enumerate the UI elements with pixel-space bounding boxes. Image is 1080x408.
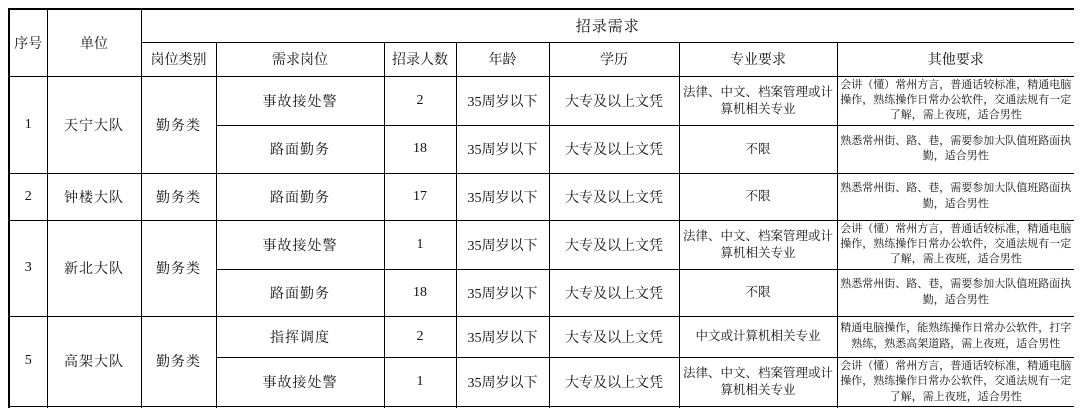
education-cell: 大专及以上文凭 [549,76,679,125]
category-cell: 勤务类 [141,76,216,173]
major-cell: 法律、中文、档案管理或计算机相关专业 [679,76,837,125]
seq-cell: 1 [9,76,47,173]
major-cell: 法律、中文、档案管理或计算机相关专业 [679,357,837,406]
recruitment-table [8,8,1074,408]
post-cell: 事故接处警 [216,357,384,406]
post-cell: 路面勤务 [216,125,384,173]
col-header-major: 专业要求 [679,42,837,76]
other-req-cell: 熟悉常州街、路、巷，需要参加大队值班路面执勤，适合男性 [837,269,1074,316]
age-cell: 35周岁以下 [456,269,549,316]
age-cell: 35周岁以下 [456,316,549,357]
header-row-2 [9,42,1074,76]
education-cell: 大专及以上文凭 [549,220,679,269]
other-req-cell: 精通电脑操作，能熟练操作日常办公软件，打字熟练，熟悉高架道路，需上夜班，适合男性 [837,316,1074,357]
header-row-1 [9,9,1074,42]
other-req-cell: 熟悉常州街、路、巷，需要参加大队值班路面执勤，适合男性 [837,125,1074,173]
other-req-cell: 会讲（懂）常州方言，普通话较标准，精通电脑操作，熟练操作日常办公软件，交通法规有一定了解，需上夜班，适合男性 [837,76,1074,125]
age-cell: 35周岁以下 [456,76,549,125]
table-row [9,220,1074,269]
category-cell: 勤务类 [141,316,216,406]
education-cell: 大专及以上文凭 [549,316,679,357]
seq-cell: 2 [9,173,47,220]
post-cell: 事故接处警 [216,220,384,269]
table-row [9,76,1074,125]
other-req-cell: 会讲（懂）常州方言，普通话较标准，精通电脑操作，熟练操作日常办公软件，交通法规有一定了解，需上夜班，适合男性 [837,357,1074,406]
post-cell: 路面勤务 [216,269,384,316]
post-cell: 指挥调度 [216,316,384,357]
col-header-seq: 序号 [9,9,47,76]
col-header-unit: 单位 [47,9,141,76]
col-header-other: 其他要求 [837,42,1074,76]
table-row [9,316,1074,357]
seq-cell: 5 [9,316,47,406]
count-cell: 1 [384,357,456,406]
seq-cell: 3 [9,220,47,316]
age-cell: 35周岁以下 [456,173,549,220]
age-cell: 35周岁以下 [456,125,549,173]
major-cell: 中文或计算机相关专业 [679,316,837,357]
col-header-category: 岗位类别 [141,42,216,76]
recruitment-table-wrap [8,8,1074,408]
col-header-group-recruit-demand: 招录需求 [141,9,1074,42]
unit-cell: 高架大队 [47,316,141,406]
major-cell: 不限 [679,269,837,316]
unit-cell: 天宁大队 [47,76,141,173]
unit-cell: 钟楼大队 [47,173,141,220]
education-cell: 大专及以上文凭 [549,125,679,173]
major-cell: 不限 [679,125,837,173]
age-cell: 35周岁以下 [456,220,549,269]
count-cell: 2 [384,316,456,357]
education-cell: 大专及以上文凭 [549,173,679,220]
count-cell: 18 [384,269,456,316]
col-header-post: 需求岗位 [216,42,384,76]
education-cell: 大专及以上文凭 [549,357,679,406]
education-cell: 大专及以上文凭 [549,269,679,316]
post-cell: 事故接处警 [216,76,384,125]
table-row [9,173,1074,220]
count-cell: 17 [384,173,456,220]
col-header-education: 学历 [549,42,679,76]
col-header-age: 年龄 [456,42,549,76]
unit-cell: 新北大队 [47,220,141,316]
major-cell: 不限 [679,173,837,220]
count-cell: 2 [384,76,456,125]
category-cell: 勤务类 [141,173,216,220]
count-cell: 1 [384,220,456,269]
major-cell: 法律、中文、档案管理或计算机相关专业 [679,220,837,269]
col-header-count: 招录人数 [384,42,456,76]
post-cell: 路面勤务 [216,173,384,220]
age-cell: 35周岁以下 [456,357,549,406]
category-cell: 勤务类 [141,220,216,316]
other-req-cell: 会讲（懂）常州方言，普通话较标准，精通电脑操作，熟练操作日常办公软件，交通法规有一定了解，需上夜班，适合男性 [837,220,1074,269]
other-req-cell: 熟悉常州街、路、巷，需要参加大队值班路面执勤，适合男性 [837,173,1074,220]
count-cell: 18 [384,125,456,173]
